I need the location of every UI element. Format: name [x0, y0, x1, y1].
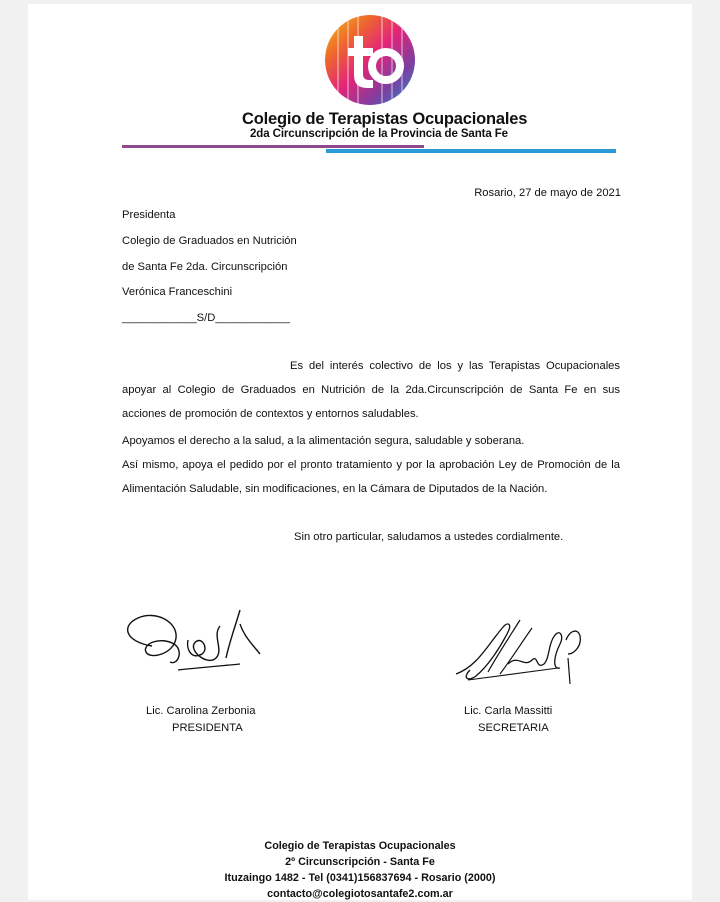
recipient-line: ____________S/D____________	[122, 312, 290, 324]
body-paragraph: Es del interés colectivo de los y las Terapistas Ocupacionales apoyar al Colegio de Graduados en Nutrición de la 2da.Circunscripción de Santa Fe en sus acciones de promoción de contextos y entornos saludables.	[122, 360, 620, 420]
signer-name: Lic. Carla Massitti	[464, 705, 553, 717]
footer-email: contacto@colegiotosantafe2.com.ar	[267, 888, 453, 900]
footer-address: Ituzaingo 1482 - Tel (0341)156837694 - Rosario (2000)	[224, 872, 496, 884]
signer-role: PRESIDENTA	[172, 722, 243, 734]
signature-image	[116, 604, 276, 684]
body-paragraph: Apoyamos el derecho a la salud, a la alimentación segura, saludable y soberana.	[122, 435, 525, 447]
letter-date: Rosario, 27 de mayo de 2021	[474, 187, 621, 199]
signer-role: SECRETARIA	[478, 722, 549, 734]
footer-org: Colegio de Terapistas Ocupacionales	[264, 840, 456, 852]
signer-name: Lic. Carolina Zerbonia	[146, 705, 256, 717]
recipient-line: de Santa Fe 2da. Circunscripción	[122, 261, 288, 273]
header-divider-purple	[122, 145, 424, 148]
letter-page	[28, 4, 692, 900]
body-paragraph: Así mismo, apoya el pedido por el pronto tratamiento y por la aprobación Ley de Promoción de la Alimentación Saludable, sin modificaciones, en la Cámara de Diputados de la Nación.	[122, 459, 620, 495]
org-subtitle: 2da Circunscripción de la Provincia de Santa Fe	[250, 128, 508, 140]
footer-circunscripcion: 2º Circunscripción - Santa Fe	[285, 856, 435, 868]
to-rainbow-logo-icon	[324, 14, 416, 106]
recipient-line: Verónica Franceschini	[122, 286, 233, 298]
closing-line: Sin otro particular, saludamos a ustedes cordialmente.	[294, 531, 564, 543]
header-divider-blue	[326, 149, 616, 153]
signature-image	[448, 614, 588, 698]
org-title: Colegio de Terapistas Ocupacionales	[242, 110, 528, 128]
recipient-line: Presidenta	[122, 209, 176, 221]
recipient-line: Colegio de Graduados en Nutrición	[122, 235, 297, 247]
